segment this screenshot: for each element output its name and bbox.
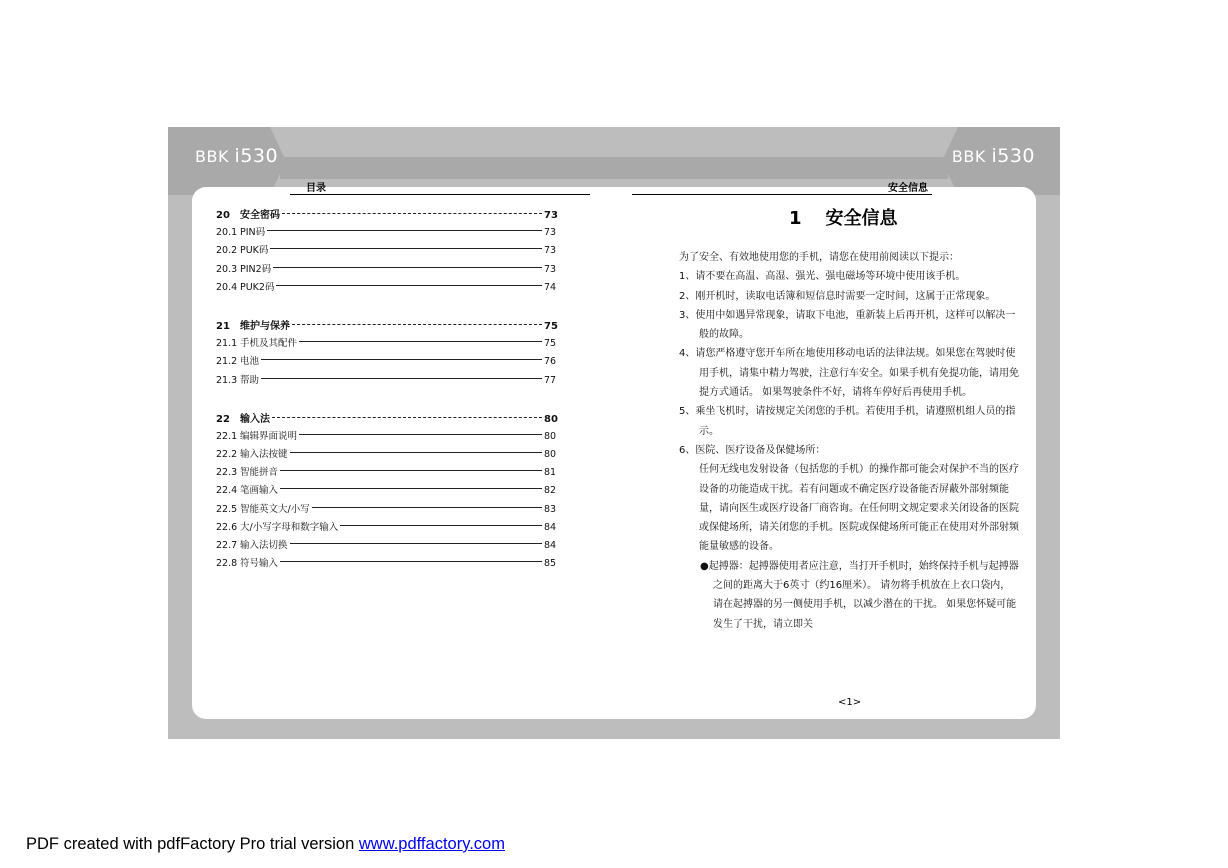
toc-leader bbox=[276, 285, 542, 286]
toc-leader bbox=[280, 488, 542, 489]
toc-title: 帮助 bbox=[240, 374, 260, 386]
toc-item-row[interactable] bbox=[216, 446, 556, 464]
toc-page-number: 73 bbox=[544, 245, 557, 257]
toc-title: PUK2码 bbox=[240, 281, 275, 293]
toc-item-row[interactable] bbox=[216, 279, 556, 297]
toc-page-number: 83 bbox=[544, 503, 557, 515]
toc-item-row[interactable] bbox=[216, 501, 556, 519]
toc-chapter-row[interactable] bbox=[216, 206, 556, 224]
footer-text: PDF created with pdfFactory Pro trial version bbox=[26, 835, 359, 853]
toc-item-row[interactable] bbox=[216, 335, 556, 353]
toc-page-number: 73 bbox=[544, 210, 558, 221]
toc-item-row[interactable] bbox=[216, 353, 556, 371]
toc-number: 22.6 bbox=[216, 521, 238, 533]
safety-item-6-body: 任何无线电发射设备（包括您的手机）的操作都可能会对保护不当的医疗设备的功能造成干扰。若有问题或不确定医疗设备能否屏蔽外部射频能量，请向医生或医疗设备厂商咨询。在任何明文规定要求关闭设备的医院或保健场所，请关闭您的手机。医院或保健场所可能正在使用对外部射频能量敏感的设备。 bbox=[699, 464, 1019, 553]
toc-leader bbox=[280, 561, 542, 562]
toc-leader bbox=[290, 543, 542, 544]
toc-title: 输入法切换 bbox=[240, 540, 288, 551]
toc-page-number: 84 bbox=[544, 521, 557, 533]
toc-title: 编辑界面说明 bbox=[240, 430, 298, 442]
toc-leader bbox=[273, 267, 542, 268]
toc-item-row[interactable] bbox=[216, 372, 556, 390]
toc-page-number: 84 bbox=[544, 540, 557, 551]
left-header-divider bbox=[290, 194, 590, 195]
toc-leader bbox=[282, 213, 542, 214]
toc-item-row[interactable] bbox=[216, 464, 556, 482]
left-section-label: 目录 bbox=[306, 183, 326, 194]
safety-item-5: 5、乘坐飞机时，请按规定关闭您的手机。若使用手机，请遵照机组人员的指示。 bbox=[679, 406, 1016, 437]
toc-chapter-row[interactable] bbox=[216, 410, 556, 428]
pdf-footer bbox=[26, 835, 505, 854]
safety-body-text bbox=[679, 248, 1019, 634]
toc-title: 智能英文大/小写 bbox=[240, 503, 310, 515]
toc-number: 22.5 bbox=[216, 503, 238, 515]
toc-item-row[interactable] bbox=[216, 261, 556, 279]
toc-leader bbox=[267, 230, 542, 231]
toc-title: 手机及其配件 bbox=[240, 338, 298, 350]
toc-item-row[interactable] bbox=[216, 242, 556, 260]
toc-number: 20.3 bbox=[216, 263, 238, 275]
footer-link[interactable]: www.pdffactory.com bbox=[358, 835, 505, 853]
safety-item-2: 2、刚开机时，读取电话簿和短信息时需要一定时间，这属于正常现象。 bbox=[679, 290, 996, 302]
toc-title: 电池 bbox=[240, 356, 260, 368]
toc-leader bbox=[261, 359, 542, 360]
toc-number: 20.4 bbox=[216, 281, 238, 293]
toc-page-number: 80 bbox=[544, 413, 558, 425]
toc-leader bbox=[312, 507, 542, 508]
toc-number: 22 bbox=[216, 413, 230, 425]
toc-chapter-group bbox=[216, 317, 556, 390]
toc-number: 21.3 bbox=[216, 374, 238, 386]
toc-page-number: 76 bbox=[544, 356, 557, 368]
toc-page-number: 80 bbox=[544, 449, 557, 461]
intro-paragraph: 为了安全、有效地使用您的手机，请您在使用前阅读以下提示： bbox=[679, 252, 959, 263]
toc-title: PUK码 bbox=[240, 245, 269, 257]
toc-page-number: 85 bbox=[544, 558, 557, 570]
safety-item-4: 4、请您严格遵守您开车所在地使用移动电话的法律法规。如果您在驾驶时使用手机，请集中精力驾驶，注意行车安全。如果手机有免提功能，请用免提方式通话。 如果驾驶条件不好，请将车停好后再使用手机。 bbox=[679, 348, 1019, 399]
right-header-divider bbox=[632, 194, 932, 195]
toc-title: 维护与保养 bbox=[240, 320, 290, 332]
toc-number: 22.1 bbox=[216, 430, 238, 442]
toc-leader bbox=[299, 341, 542, 342]
pacemaker-bullet: ●起搏器：起搏器使用者应注意，当打开手机时，始终保持手机与起搏器之间的距离大于6英寸（约16厘米）。 请勿将手机放在上衣口袋内， 请在起搏器的另一侧使用手机，以减少潜在的干扰。 如果您怀疑可能发生了干扰，请立即关 bbox=[700, 560, 1019, 630]
toc-title: 符号输入 bbox=[240, 558, 279, 570]
toc-leader bbox=[272, 417, 542, 418]
toc-leader bbox=[261, 378, 542, 379]
page-number: <1> bbox=[838, 697, 862, 708]
toc-page-number: 75 bbox=[544, 320, 558, 332]
toc-number: 20.2 bbox=[216, 245, 238, 257]
toc-item-row[interactable] bbox=[216, 555, 556, 573]
toc-page-number: 74 bbox=[544, 281, 557, 293]
toc-title: 输入法按键 bbox=[240, 449, 288, 461]
toc-page-number: 75 bbox=[544, 338, 557, 350]
toc-leader bbox=[299, 434, 542, 435]
safety-item-3: 3、使用中如遇异常现象，请取下电池，重新装上后再开机，这样可以解决一般的故障。 bbox=[679, 309, 1016, 341]
toc-title: PIN2码 bbox=[240, 263, 272, 275]
safety-item-1: 1、请不要在高温、高湿、强光、强电磁场等环境中使用该手机。 bbox=[679, 271, 966, 283]
toc-number: 22.8 bbox=[216, 558, 238, 570]
toc-number: 22.7 bbox=[216, 540, 238, 551]
toc-page-number: 81 bbox=[544, 467, 557, 479]
toc-item-row[interactable] bbox=[216, 428, 556, 446]
toc-title: 大/小写字母和数字输入 bbox=[240, 521, 339, 533]
toc-number: 22.4 bbox=[216, 485, 238, 497]
toc-number: 22.2 bbox=[216, 449, 238, 461]
toc-item-row[interactable] bbox=[216, 482, 556, 500]
toc-number: 21.1 bbox=[216, 338, 238, 350]
table-of-contents bbox=[216, 206, 556, 593]
toc-title: PIN码 bbox=[240, 227, 266, 239]
toc-page-number: 80 bbox=[544, 430, 557, 442]
toc-chapter-row[interactable] bbox=[216, 317, 556, 335]
brand-logo-left: BBK i530 bbox=[195, 145, 279, 167]
toc-number: 22.3 bbox=[216, 467, 238, 479]
toc-item-row[interactable] bbox=[216, 519, 556, 537]
toc-page-number: 73 bbox=[544, 227, 557, 239]
toc-leader bbox=[340, 525, 542, 526]
toc-title: 安全密码 bbox=[240, 210, 280, 221]
toc-title: 输入法 bbox=[240, 413, 270, 425]
safety-item-6: 6、医院、医疗设备及保健场所： bbox=[679, 444, 826, 456]
toc-page-number: 77 bbox=[544, 374, 557, 386]
toc-leader bbox=[292, 324, 542, 325]
toc-chapter-group bbox=[216, 410, 556, 574]
toc-leader bbox=[270, 248, 542, 249]
toc-item-row[interactable] bbox=[216, 537, 556, 555]
toc-leader bbox=[280, 470, 542, 471]
toc-leader bbox=[290, 452, 542, 453]
chapter-title: 1 安全信息 bbox=[789, 208, 898, 229]
toc-title: 笔画输入 bbox=[240, 485, 279, 497]
right-section-label: 安全信息 bbox=[888, 183, 928, 194]
toc-page-number: 73 bbox=[544, 263, 557, 275]
toc-title: 智能拼音 bbox=[240, 467, 279, 479]
toc-number: 20 bbox=[216, 210, 230, 221]
toc-chapter-group bbox=[216, 206, 556, 297]
toc-page-number: 82 bbox=[544, 485, 557, 497]
brand-logo-right: BBK i530 bbox=[951, 145, 1035, 167]
toc-number: 21.2 bbox=[216, 356, 238, 368]
toc-number: 21 bbox=[216, 320, 230, 332]
toc-item-row[interactable] bbox=[216, 224, 556, 242]
toc-number: 20.1 bbox=[216, 227, 238, 239]
